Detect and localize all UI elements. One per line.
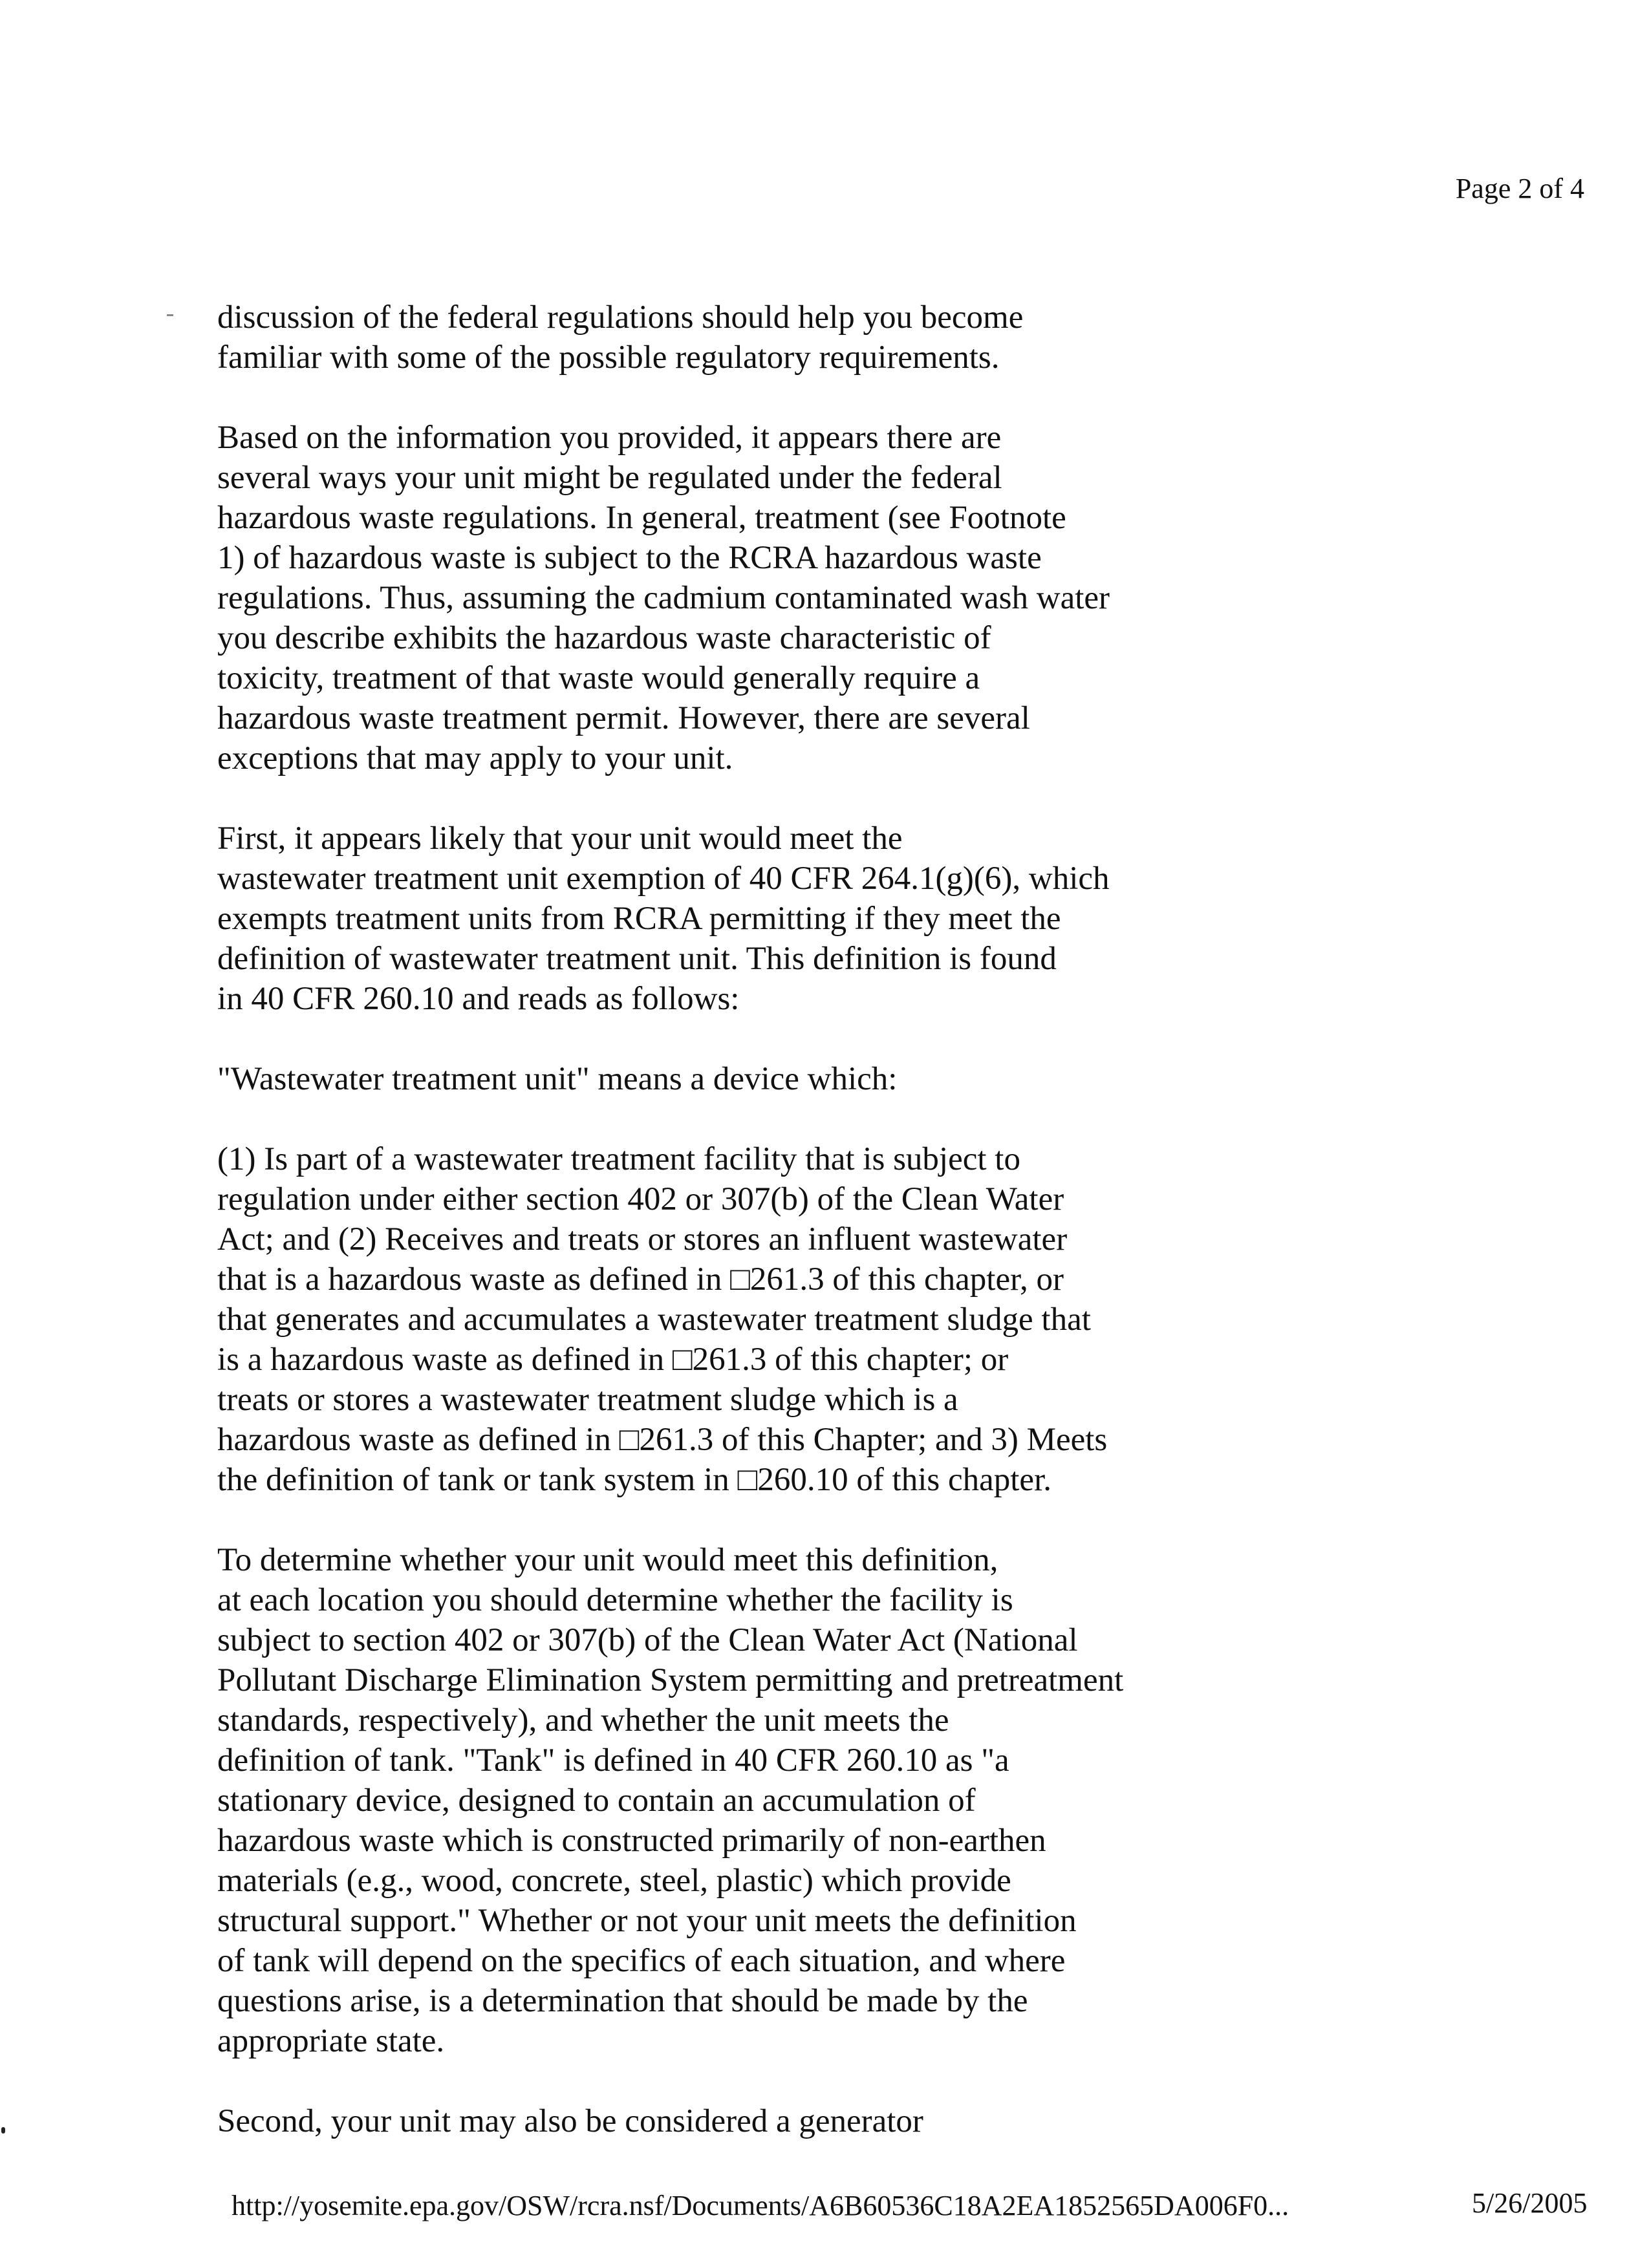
paragraph-second-generator: [217, 2101, 1317, 2141]
text-line: discussion of the federal regulations should help you become: [217, 299, 1024, 336]
text-line: several ways your unit might be regulated under the federal: [217, 460, 1002, 496]
text-line: hazardous waste which is constructed primarily of non-earthen: [217, 1823, 1046, 1859]
text-line: Second, your unit may also be considered a generator: [217, 2103, 923, 2139]
letter-body: [217, 297, 1317, 2141]
text-line: (1) Is part of a wastewater treatment facility that is subject to: [217, 1141, 1020, 1177]
text-line: 1) of hazardous waste is subject to the RCRA hazardous waste: [217, 540, 1042, 576]
text-line: First, it appears likely that your unit would meet the: [217, 820, 903, 857]
text-line: "Wastewater treatment unit" means a device which:: [217, 1061, 898, 1097]
text-line: at each location you should determine whether the facility is: [217, 1582, 1013, 1618]
text-line: questions arise, is a determination that should be made by the: [217, 1983, 1028, 2019]
text-line: that is a hazardous waste as defined in □261.3 of this chapter, or: [217, 1261, 1064, 1298]
page-number: Page 2 of 4: [1455, 173, 1584, 204]
footer-date: 5/26/2005: [1472, 2187, 1588, 2219]
text-line: treats or stores a wastewater treatment sludge which is a: [217, 1382, 958, 1418]
text-line: exceptions that may apply to your unit.: [217, 740, 733, 776]
text-line: regulations. Thus, assuming the cadmium contaminated wash water: [217, 580, 1110, 616]
paragraph-first-exemption: [217, 818, 1317, 1019]
text-line: stationary device, designed to contain an accumulation of: [217, 1782, 976, 1819]
text-line: you describe exhibits the hazardous waste characteristic of: [217, 620, 991, 656]
text-line: hazardous waste treatment permit. However, there are several: [217, 700, 1030, 736]
text-line: standards, respectively), and whether the unit meets the: [217, 1702, 949, 1738]
paragraph-determination: [217, 1540, 1317, 2061]
text-line: in 40 CFR 260.10 and reads as follows:: [217, 981, 740, 1017]
text-line: Act; and (2) Receives and treats or stores an influent wastewater: [217, 1221, 1068, 1257]
text-line: of tank will depend on the specifics of each situation, and where: [217, 1943, 1066, 1979]
text-line: To determine whether your unit would meet this definition,: [217, 1542, 998, 1578]
text-line: definition of wastewater treatment unit. This definition is found: [217, 941, 1057, 977]
text-line: that generates and accumulates a wastewater treatment sludge that: [217, 1301, 1091, 1338]
text-line: subject to section 402 or 307(b) of the Clean Water Act (National: [217, 1622, 1078, 1658]
text-line: hazardous waste as defined in □261.3 of this Chapter; and 3) Meets: [217, 1422, 1108, 1458]
text-line: structural support." Whether or not your unit meets the definition: [217, 1903, 1077, 1939]
text-line: hazardous waste regulations. In general, treatment (see Footnote: [217, 500, 1066, 536]
text-line: regulation under either section 402 or 307(b) of the Clean Water: [217, 1181, 1064, 1217]
text-line: exempts treatment units from RCRA permitting if they meet the: [217, 901, 1061, 937]
text-line: materials (e.g., wood, concrete, steel, plastic) which provide: [217, 1863, 1011, 1899]
footer-url: http://yosemite.epa.gov/OSW/rcra.nsf/Documents/A6B60536C18A2EA1852565DA006F0...: [232, 2190, 1289, 2221]
text-line: is a hazardous waste as defined in □261.3 of this chapter; or: [217, 1342, 1009, 1378]
paragraph-regulation-overview: [217, 418, 1317, 778]
text-line: familiar with some of the possible regulatory requirements.: [217, 339, 1000, 376]
scan-speck: [167, 314, 173, 316]
text-line: Based on the information you provided, it appears there are: [217, 420, 1002, 456]
paragraph-definition-text: [217, 1139, 1317, 1500]
text-line: appropriate state.: [217, 2023, 445, 2059]
text-line: the definition of tank or tank system in □260.10 of this chapter.: [217, 1462, 1051, 1498]
text-line: definition of tank. "Tank" is defined in 40 CFR 260.10 as "a: [217, 1742, 1009, 1779]
text-line: toxicity, treatment of that waste would generally require a: [217, 660, 980, 696]
text-line: Pollutant Discharge Elimination System permitting and pretreatment: [217, 1662, 1124, 1698]
paragraph-intro-continuation: [217, 297, 1317, 378]
text-line: wastewater treatment unit exemption of 40 CFR 264.1(g)(6), which: [217, 861, 1110, 897]
scan-speck: [1, 2127, 5, 2134]
paragraph-definition-heading: [217, 1059, 1317, 1099]
